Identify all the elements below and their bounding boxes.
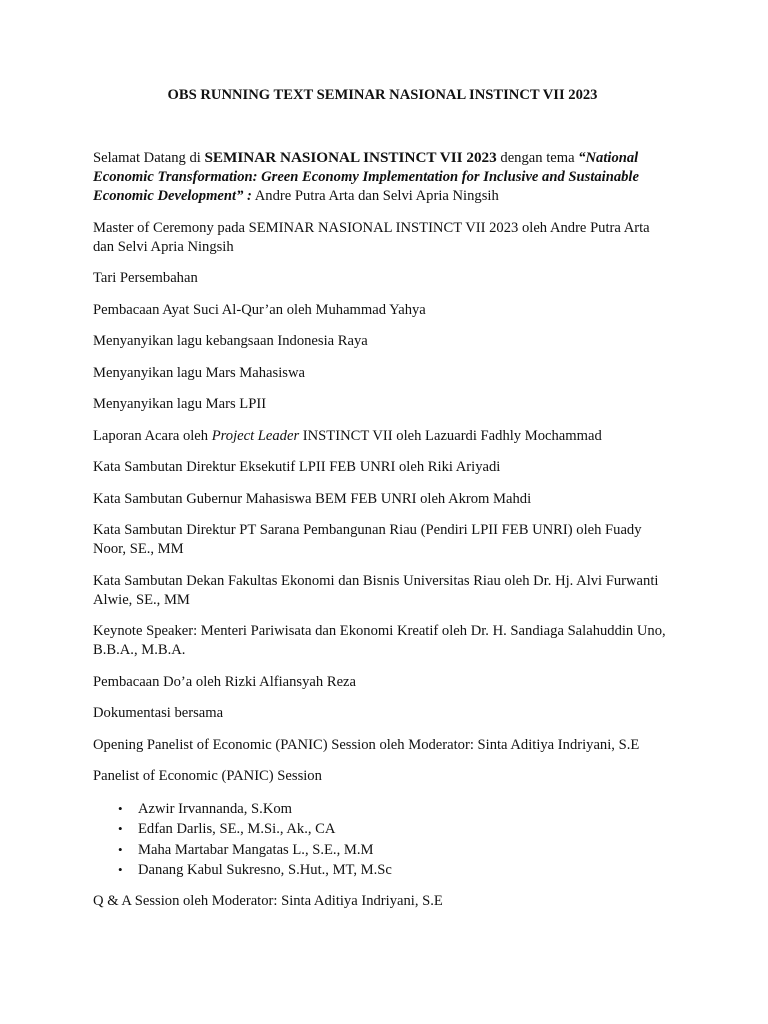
list-item (93, 860, 672, 881)
dokumentasi-paragraph: Dokumentasi bersama (93, 705, 224, 721)
welcome-theme: “National Economic Transformation: Green Economy Implementation for Inclusive and Sustainable Economic Development” : (93, 150, 639, 204)
qa-paragraph: Q & A Session oleh Moderator: Sinta Aditiya Indriyani, S.E (93, 892, 443, 909)
welcome-paragraph (93, 148, 672, 206)
welcome-mid: dengan tema (496, 150, 579, 166)
panelist-name: Maha Martabar Mangatas L., S.E., M.M (138, 841, 374, 858)
laporan-italic: Project Leader (211, 427, 300, 444)
list-item (93, 819, 672, 840)
sambutan-direktur-pt-paragraph: Kata Sambutan Direktur PT Sarana Pembangunan Riau (Pendiri LPII FEB UNRI) oleh Fuady Noor, SE., MM (93, 522, 642, 557)
bullet-icon: • (118, 841, 123, 857)
panelist-name: Edfan Darlis, SE., M.Si., Ak., CA (138, 821, 336, 837)
tari-paragraph: Tari Persembahan (93, 270, 198, 286)
opening-panic-paragraph: Opening Panelist of Economic (PANIC) Session oleh Moderator: Sinta Aditiya Indriyani, S.E (93, 736, 640, 753)
laporan-suffix: INSTINCT VII oleh Lazuardi Fadhly Mochammad (299, 427, 602, 444)
sambutan-dekan-paragraph: Kata Sambutan Dekan Fakultas Ekonomi dan Bisnis Universitas Riau oleh Dr. Hj. Alvi Furwanti Alwie, SE., MM (93, 572, 659, 608)
bullet-icon: • (118, 862, 123, 877)
panelist-list (93, 799, 672, 881)
welcome-prefix: Selamat Datang di (93, 150, 205, 166)
panic-session-paragraph: Panelist of Economic (PANIC) Session (93, 768, 322, 784)
list-item (93, 840, 672, 861)
welcome-suffix: Andre Putra Arta dan Selvi Apria Ningsih (251, 188, 499, 204)
mars-mahasiswa-paragraph: Menyanyikan lagu Mars Mahasiswa (93, 364, 305, 381)
list-item (93, 799, 672, 820)
mc-paragraph: Master of Ceremony pada SEMINAR NASIONAL INSTINCT VII 2023 oleh Andre Putra Arta dan Selvi Apria Ningsih (93, 219, 650, 255)
laporan-prefix: Laporan Acara oleh (93, 427, 212, 444)
panelist-name: Danang Kabul Sukresno, S.Hut., MT, M.Sc (138, 862, 392, 878)
welcome-event-name: SEMINAR NASIONAL INSTINCT VII 2023 (204, 149, 497, 166)
quran-paragraph: Pembacaan Ayat Suci Al-Qur’an oleh Muhammad Yahya (93, 301, 426, 318)
doa-paragraph: Pembacaan Do’a oleh Rizki Alfiansyah Reza (93, 673, 357, 690)
bullet-icon: • (118, 800, 123, 816)
bullet-icon: • (118, 821, 123, 836)
laporan-paragraph (93, 427, 672, 446)
mars-lpii-paragraph: Menyanyikan lagu Mars LPII (93, 396, 267, 412)
document-title: OBS RUNNING TEXT SEMINAR NASIONAL INSTINCT VII 2023 (167, 87, 598, 103)
keynote-paragraph: Keynote Speaker: Menteri Pariwisata dan Ekonomi Kreatif oleh Dr. H. Sandiaga Salahuddin Uno, B.B.A., M.B.A. (93, 623, 666, 658)
anthem-paragraph: Menyanyikan lagu kebangsaan Indonesia Raya (93, 333, 368, 349)
panelist-name: Azwir Irvannanda, S.Kom (138, 800, 293, 817)
sambutan-gubernur-paragraph: Kata Sambutan Gubernur Mahasiswa BEM FEB UNRI oleh Akrom Mahdi (93, 490, 532, 507)
sambutan-direktur-eksekutif-paragraph: Kata Sambutan Direktur Eksekutif LPII FEB UNRI oleh Riki Ariyadi (93, 459, 501, 475)
